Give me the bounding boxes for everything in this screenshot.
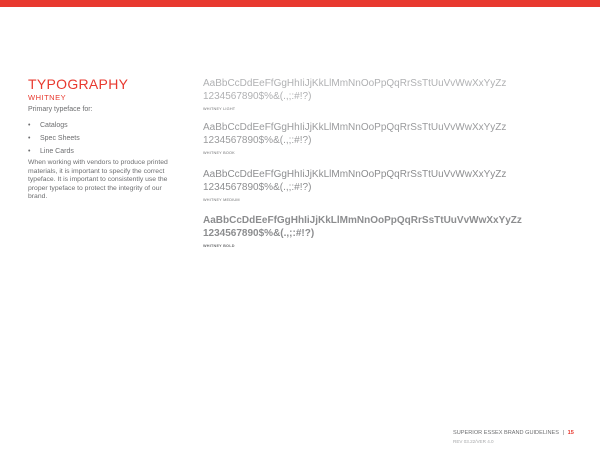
typeface-name: WHITNEY: [28, 93, 67, 102]
specimen-whitney-bold: [203, 214, 522, 248]
bullet-icon: •: [28, 148, 31, 155]
specimen-whitney-medium: [203, 168, 507, 202]
intro-text: Primary typeface for:: [28, 106, 93, 113]
page-footer: [453, 430, 574, 444]
footer-separator: |: [562, 430, 565, 436]
specimen-caption: WHITNEY LIGHT: [203, 107, 236, 111]
specimen-whitney-book: [203, 121, 507, 155]
bullet-icon: •: [28, 122, 31, 129]
specimen-alphabet: AaBbCcDdEeFfGgHhIiJjKkLlMmNnOoPpQqRrSsTtUuVvWwXxYyZz: [203, 78, 507, 89]
specimen-alphabet: AaBbCcDdEeFfGgHhIiJjKkLlMmNnOoPpQqRrSsTtUuVvWwXxYyZz: [203, 215, 522, 226]
specimen-alphabet: AaBbCcDdEeFfGgHhIiJjKkLlMmNnOoPpQqRrSsTtUuVvWwXxYyZz: [203, 122, 507, 133]
page-number: 15: [567, 430, 574, 436]
typography-intro: [28, 76, 178, 202]
revision-text: REV 03.22/VER 4.0: [453, 439, 494, 444]
specimen-caption: WHITNEY BOOK: [203, 151, 235, 155]
list-item: • Line Cards: [28, 145, 178, 158]
page-title: TYPOGRAPHY: [28, 76, 129, 92]
top-accent-bar: [0, 0, 600, 7]
usage-list: [28, 119, 178, 158]
specimen-caption: WHITNEY MEDIUM: [203, 198, 240, 202]
specimen-numerals: 1234567890$%&(.,;:#!?): [203, 91, 312, 102]
specimen-numerals: 1234567890$%&(.,;:#!?): [203, 228, 315, 239]
list-item: • Spec Sheets: [28, 132, 178, 145]
list-item: • Catalogs: [28, 119, 178, 132]
specimen-alphabet: AaBbCcDdEeFfGgHhIiJjKkLlMmNnOoPpQqRrSsTtUuVvWwXxYyZz: [203, 169, 507, 180]
footer-title: SUPERIOR ESSEX BRAND GUIDELINES: [453, 430, 559, 436]
specimen-numerals: 1234567890$%&(.,;:#!?): [203, 135, 312, 146]
specimen-numerals: 1234567890$%&(.,;:#!?): [203, 182, 312, 193]
specimen-whitney-light: [203, 77, 507, 111]
bullet-icon: •: [28, 135, 31, 142]
guidance-paragraph: When working with vendors to produce printed materials, it is important to specify the correct typeface. It is important to consistently use the proper typeface to protect the integrity of our brand.: [28, 159, 168, 201]
specimen-caption: WHITNEY BOLD: [203, 244, 235, 248]
